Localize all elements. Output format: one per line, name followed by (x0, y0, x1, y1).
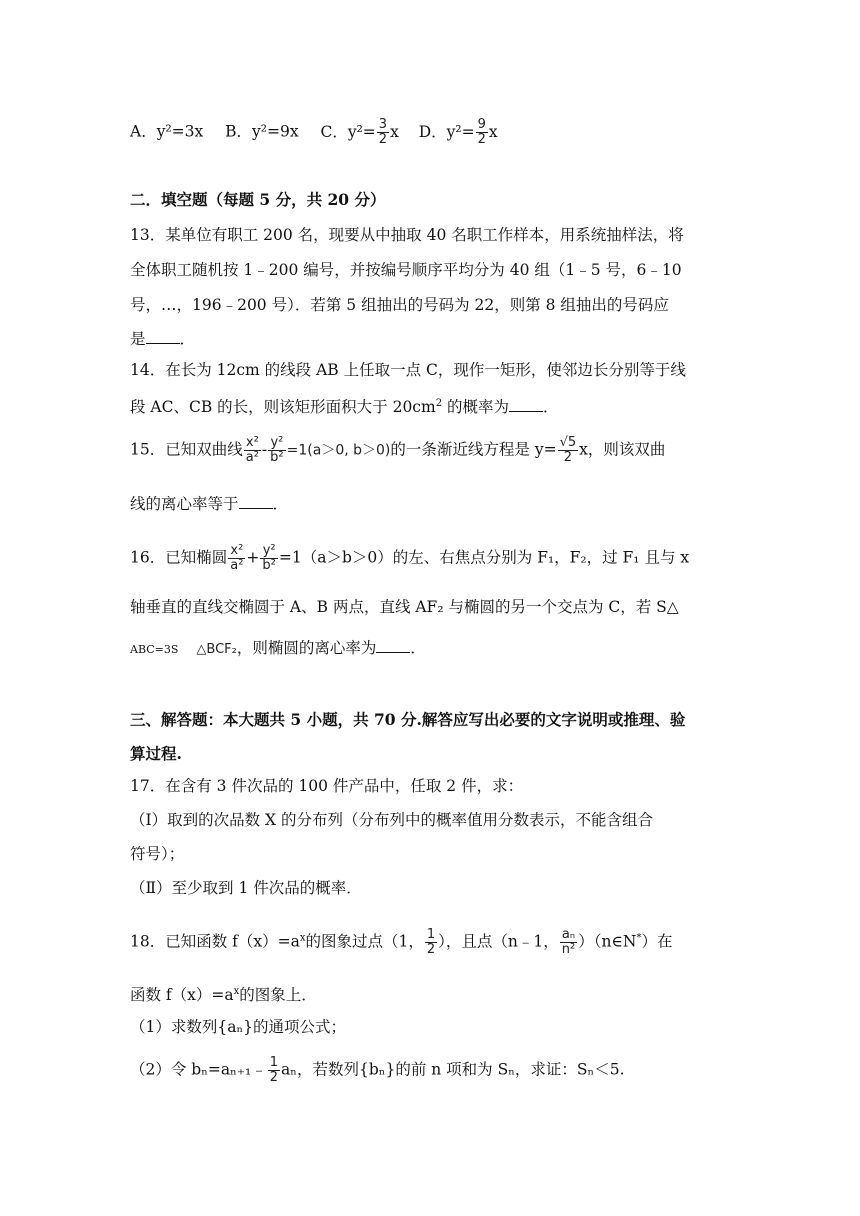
fraction-x2-a2: $\frac{\text{x²}}{\text{a²}}$ (230, 543, 244, 573)
section-2-heading: 二．填空题（每题 5 分，共 20 分） (130, 190, 386, 209)
fraction-sqrt5-2: $\frac{√5}{2}$ (559, 435, 577, 465)
q16-line-3: ABC=3S △BCF₂，则椭圆的离心率为 ． (130, 639, 426, 657)
q16-line-1: 16．已知椭圆 $\frac{\text{x²}}{\text{a²}}$ + $\frac{\text{y²}}{\text{b²}}$ =1（a＞b＞0）的左、右焦点分别为 F₁，F₂，过 F₁ 且与 x (130, 543, 690, 573)
fraction-y2-b2: $\frac{\text{y²}}{\text{b²}}$ (270, 435, 284, 465)
q17-line-1: 17．在含有 3 件次品的 100 件产品中，任取 2 件，求： (130, 777, 524, 795)
option-a: A．y²=3x (130, 122, 204, 141)
q15-line-1: 15．已知双曲线 $\frac{\text{x²}}{\text{a²}}$ - $\frac{\text{y²}}{\text{b²}}$ =1(a＞0, b＞0)的一条渐近线方程是 y= $\frac{√5}{2}$ x，则该双曲 (130, 435, 666, 465)
q13-line-2: 全体职工随机按 1﹣200 编号，并按编号顺序平均分为 40 组（1﹣5 号，6﹣10 (130, 261, 682, 279)
answer-blank (146, 329, 180, 344)
answer-blank (239, 494, 273, 509)
q13-line-3: 号，…，196﹣200 号）．若第 5 组抽出的号码为 22，则第 8 组抽出的号码应 (130, 296, 669, 314)
fraction-one-half: $\frac{1}{2}$ (269, 1055, 279, 1085)
fraction-x2-a2: $\frac{\text{x²}}{\text{a²}}$ (245, 435, 259, 465)
section-3-heading-line-2: 算过程. (130, 744, 182, 763)
q18-part-2: （2）令 bₙ=aₙ₊₁﹣ $\frac{1}{2}$ aₙ，若数列{bₙ}的前 n 项和为 Sₙ，求证：Sₙ＜5. (130, 1055, 625, 1085)
option-b: B．y²=9x (225, 122, 299, 141)
q14-line-1: 14．在长为 12cm 的线段 AB 上任取一点 C，现作一矩形，使邻边长分别等于线 (130, 361, 686, 379)
q12-options (130, 118, 498, 147)
q17-line-4: （Ⅱ）至少取到 1 件次品的概率． (130, 879, 362, 897)
answer-blank (376, 638, 410, 653)
fraction-an-n2: $\frac{\text{aₙ}}{\text{n²}}$ (561, 927, 576, 957)
q18-part-1: （1）求数列{aₙ}的通项公式； (130, 1018, 347, 1036)
option-d: D．y²= $\frac{9}{2}$ x (418, 117, 498, 147)
fraction-y2-b2: $\frac{\text{y²}}{\text{b²}}$ (262, 543, 276, 573)
answer-blank (509, 397, 543, 412)
option-c: C．y²= $\frac{3}{2}$ x (320, 117, 399, 147)
section-3-heading-line-1: 三、解答题：本大题共 5 小题，共 70 分.解答应写出必要的文字说明或推理、验 (130, 710, 686, 729)
q17-line-2: （Ⅰ）取到的次品数 X 的分布列（分布列中的概率值用分数表示，不能含组合 (130, 811, 654, 829)
q15-line-2: 线的离心率等于 ． (130, 495, 289, 513)
q13-line-1: 13．某单位有职工 200 名，现要从中抽取 40 名职工作样本，用系统抽样法，将 (130, 226, 684, 244)
q18-line-2: 函数 $f(x)=a^x$的图象上． (130, 986, 317, 1005)
q17-line-3: 符号）； (130, 845, 185, 863)
q18-line-1: 18．已知函数 $f(x)=a^x$的图象过点（1， $\frac{1}{2}$ ），且点（n﹣1， $\frac{\text{aₙ}}{\text{n²}}$ ）（n∈N*）在 (130, 927, 673, 957)
q14-line-2: 段 AC、CB 的长，则该矩形面积大于 $20cm^2$ 的概率为 ． (130, 398, 559, 417)
fraction-one-half: $\frac{1}{2}$ (426, 927, 436, 957)
q16-line-2: 轴垂直的直线交椭圆于 A、B 两点，直线 AF₂ 与椭圆的另一个交点为 C，若 S△ (130, 598, 679, 616)
q13-line-4: 是 ． (130, 330, 196, 348)
